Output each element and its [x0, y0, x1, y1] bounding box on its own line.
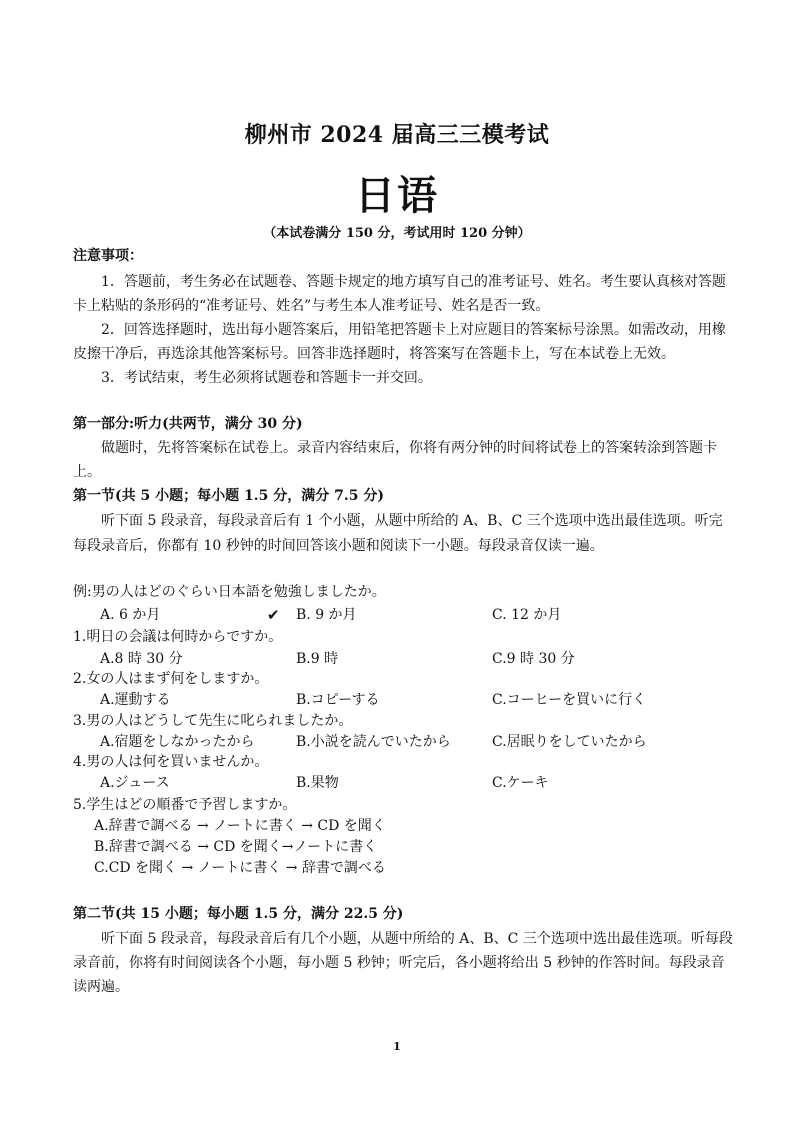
q1-option-a: A.8 時 30 分 — [100, 651, 183, 667]
question-1: 1.明日の会議は何時からですか。 — [73, 629, 283, 645]
question-4: 4.男の人は何を買いませんか。 — [73, 754, 269, 770]
q1-option-c: C.9 時 30 分 — [492, 651, 575, 667]
question-5: 5.学生はどの順番で予習しますか。 — [73, 797, 297, 813]
q3-option-b: B.小説を読んでいたから — [296, 734, 451, 750]
example-option-c: C. 12 か月 — [492, 607, 562, 623]
section2-intro: 录音前，你将有时间阅读各个小题，每小题 5 秒钟；听完后，各小题将给出 5 秒钟的作答时间。每段录音 — [73, 955, 725, 971]
subject-title: 日语 — [355, 172, 439, 219]
example-option-a: A. 6 か月 — [100, 607, 161, 623]
q4-option-a: A.ジュース — [100, 775, 170, 791]
page-number: 1 — [393, 1040, 401, 1053]
question-3: 3.男の人はどうして先生に叱られましたか。 — [73, 713, 353, 729]
notice-item: 皮擦干净后，再选涂其他答案标号。回答非选择题时，将答案写在答题卡上，写在本试卷上无效。 — [73, 346, 675, 362]
q3-option-c: C.居眠りをしていたから — [492, 734, 647, 750]
section1-intro: 听下面 5 段录音，每段录音后有 1 个小题，从题中所给的 A、B、C 三个选项中选出最佳选项。听完 — [101, 513, 723, 529]
part1-intro: 上。 — [73, 464, 101, 480]
question-2: 2.女の人はまず何をしますか。 — [73, 671, 269, 687]
q2-option-b: B.コピーする — [296, 692, 380, 708]
notice-item: 2．回答选择题时，选出每小题答案后，用铅笔把答题卡上对应题目的答案标号涂黑。如需改动，用橡 — [101, 322, 726, 338]
section2-heading: 第二节(共 15 小题；每小题 1.5 分，满分 22.5 分) — [73, 906, 404, 922]
part1-heading: 第一部分:听力(共两节，满分 30 分) — [73, 416, 303, 432]
part1-intro: 做题时，先将答案标在试卷上。录音内容结束后，你将有两分钟的时间将试卷上的答案转涂到答题卡 — [101, 440, 717, 456]
q1-option-b: B.9 時 — [296, 651, 339, 667]
example-question: 例:男の人はどのぐらい日本語を勉強しましたか。 — [73, 584, 386, 600]
q2-option-c: C.コーヒーを買いに行く — [492, 692, 647, 708]
q2-option-a: A.運動する — [100, 692, 171, 708]
example-option-b: B. 9 か月 — [296, 607, 357, 623]
check-mark-icon: ✔ — [267, 606, 280, 624]
q5-option-a: A.辞書で調べる → ノートに書く → CD を聞く — [94, 818, 386, 834]
notice-item: 1．答题前，考生务必在试题卷、答题卡规定的地方填写自己的准考证号、姓名。考生要认真核对答题 — [101, 274, 726, 290]
notice-item: 3．考试结束，考生必须将试题卷和答题卡一并交回。 — [101, 370, 432, 386]
section2-intro: 听下面 5 段录音，每段录音后有几个小题，从题中所给的 A、B、C 三个选项中选出最佳选项。听每段 — [101, 931, 733, 947]
q5-option-b: B.辞書で調べる → CD を聞く→ノートに書く — [94, 839, 378, 855]
notice-item: 卡上粘贴的条形码的“准考证号、姓名”与考生本人准考证号、姓名是否一致。 — [73, 298, 550, 314]
section2-intro: 读两遍。 — [73, 979, 129, 995]
q5-option-c: C.CD を聞く → ノートに書く → 辞書で調べる — [94, 860, 386, 876]
score-info: （本试卷满分 150 分，考试用时 120 分钟） — [263, 226, 531, 241]
q4-option-c: C.ケーキ — [492, 775, 549, 791]
exam-title: 柳州市 2024 届高三三模考试 — [244, 122, 550, 148]
notice-heading: 注意事项： — [73, 248, 143, 264]
q3-option-a: A.宿題をしなかったから — [100, 734, 255, 750]
section1-heading: 第一节(共 5 小题；每小题 1.5 分，满分 7.5 分) — [73, 488, 384, 504]
q4-option-b: B.果物 — [296, 775, 339, 791]
section1-intro: 每段录音后，你都有 10 秒钟的时间回答该小题和阅读下一小题。每段录音仅读一遍。 — [73, 538, 604, 554]
